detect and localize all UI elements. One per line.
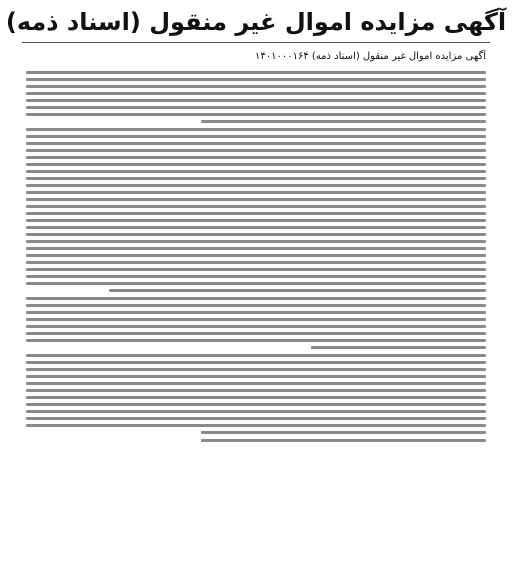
paragraph-signature — [26, 439, 486, 442]
paragraph-auction-terms — [26, 297, 486, 349]
title-rule — [22, 42, 490, 43]
notice-title: آگهی مزایده اموال غیر منقول (اسناد ذمه) — [5, 8, 507, 36]
paragraph-case-intro — [26, 71, 486, 123]
file-number-line: آگهی مزایده اموال غیر منقول (اسناد ذمه) ۱۴۰۱۰۰۰۱۶۴ — [255, 51, 486, 62]
paragraph-property-description — [26, 128, 486, 292]
notice-body — [26, 68, 486, 447]
paragraph-base-price — [26, 354, 486, 434]
